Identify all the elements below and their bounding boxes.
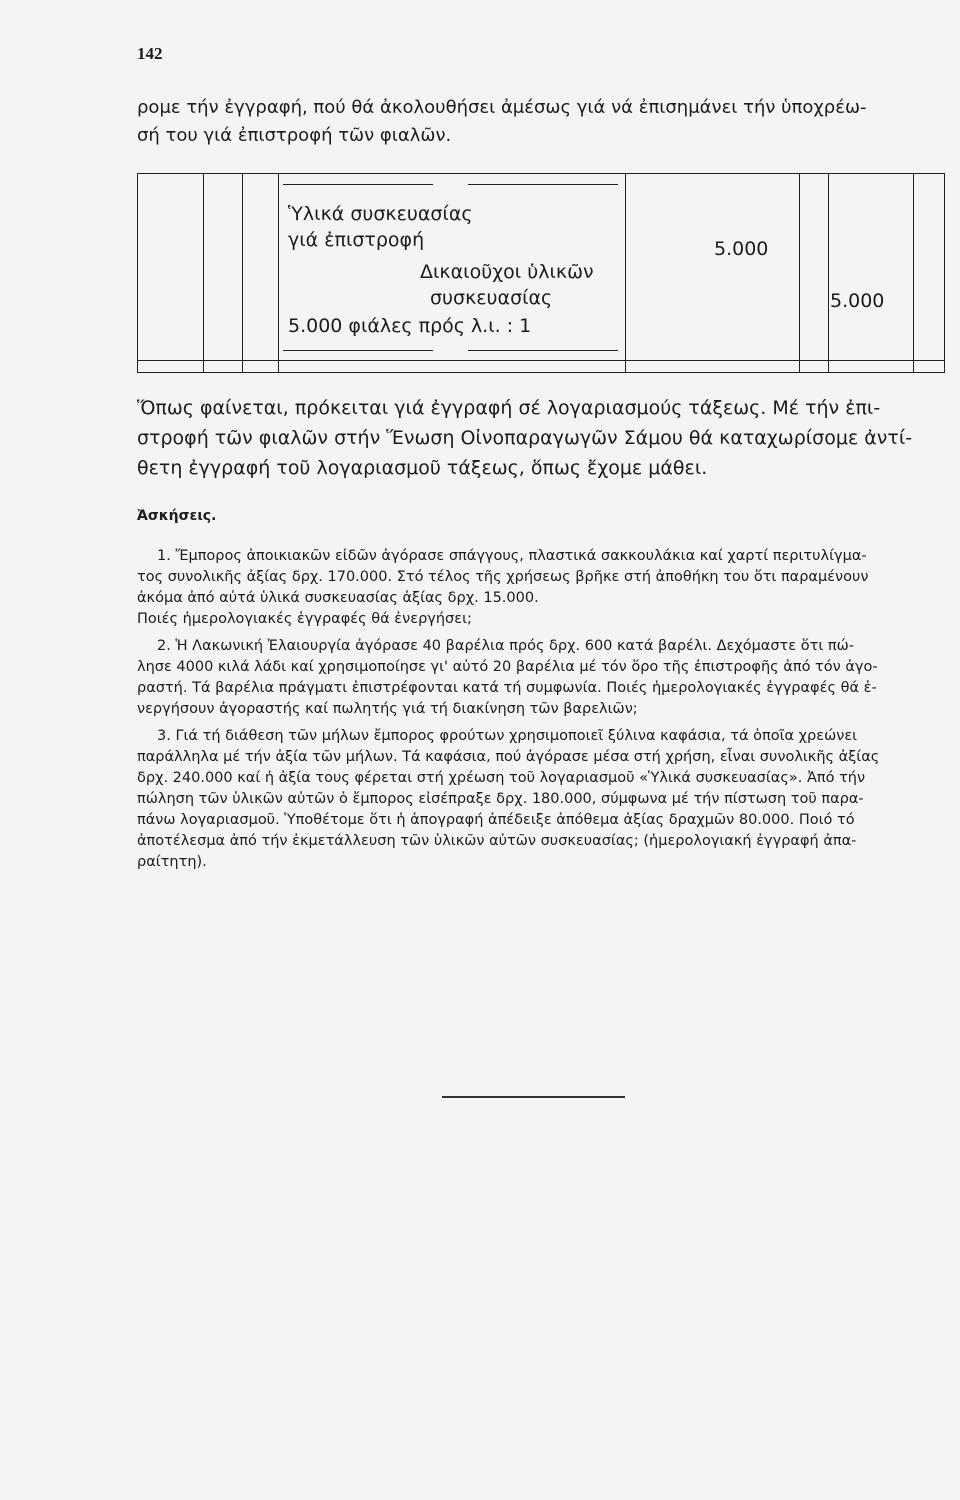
exercise-line: παράλληλα μέ τήν ἀξία τῶν μήλων. Τά καφάσια, πού ἀγόρασε μέσα στή χρήση, εἶναι συνολικῆς ἀξίας — [137, 749, 880, 765]
entry-description: 5.000 φιάλες πρός λ.ι. : 1 — [288, 315, 532, 337]
exercise-item — [137, 726, 943, 873]
intro-line: σή του γιά ἐπιστροφή τῶν φιαλῶν. — [137, 125, 452, 146]
exercise-line: νεργήσουν ἀγοραστής καί πωλητής γιά τή διακίνηση τῶν βαρελιῶν; — [137, 701, 638, 717]
journal-entry-table — [137, 173, 945, 373]
debit-amount: 5.000 — [714, 238, 769, 260]
footer-rule — [442, 1096, 625, 1098]
exercise-line: πάνω λογαριασμοῦ. Ὑποθέτομε ὅτι ἡ ἀπογραφή ἀπέδειξε ἀπόθεμα ἀξίας δραχμῶν 80.000. Ποιό τό — [137, 812, 855, 828]
exercise-line: ἀκόμα ἀπό αὐτά ὑλικά συσκευασίας ἀξίας δρχ. 15.000. — [137, 590, 539, 606]
exercise-line: λησε 4000 κιλά λάδι καί χρησιμοποίησε γι' αὐτό 20 βαρέλια μέ τόν ὅρο τῆς ἐπιστροφῆς ἀπό τόν ἀγο- — [137, 659, 878, 675]
credit-amount: 5.000 — [830, 290, 885, 312]
exercise-line: τος συνολικῆς ἀξίας δρχ. 170.000. Στό τέλος τῆς χρήσεως βρῆκε στή ἀποθήκη του ὅτι παραμένουν — [137, 569, 869, 585]
exercise-line: 3. Γιά τή διάθεση τῶν μήλων ἔμπορος φρούτων χρησιμοποιεῖ ξύλινα καφάσια, τά ὁποῖα χρεώνει — [157, 728, 858, 744]
column-rule — [913, 174, 914, 372]
paragraph-line: θετη ἐγγραφή τοῦ λογαριασμοῦ τάξεως, ὅπως ἔχομε μάθει. — [137, 457, 708, 479]
exercises-heading: Ἀσκήσεις. — [137, 508, 217, 524]
column-rule — [242, 174, 243, 372]
intro-line: ρομε τήν ἐγγραφή, πού θά ἀκολουθήσει ἀμέσως γιά νά ἐπισημάνει τήν ὑποχρέω- — [137, 97, 867, 118]
explanation-paragraph — [137, 393, 945, 483]
debit-account-line: γιά ἐπιστροφή — [288, 229, 425, 251]
exercise-line: 2. Ἡ Λακωνική Ἐλαιουργία ἀγόρασε 40 βαρέλια πρός δρχ. 600 κατά βαρέλι. Δεχόμαστε ὅτι πώ- — [157, 638, 854, 654]
credit-account-line: Δικαιοῦχοι ὑλικῶν — [420, 261, 594, 283]
paragraph-line: Ὅπως φαίνεται, πρόκειται γιά ἐγγραφή σέ λογαριασμούς τάξεως. Μέ τήν ἐπι- — [137, 397, 881, 419]
exercises-list — [137, 546, 943, 879]
column-rule — [278, 174, 279, 372]
column-rule — [828, 174, 829, 372]
entry-rule — [468, 184, 618, 185]
credit-account-line: συσκευασίας — [430, 287, 553, 309]
exercise-line: ραστή. Τά βαρέλια πράγματι ἐπιστρέφονται κατά τή συμφωνία. Ποιές ἡμερολογιακές ἐγγραφές θά ἐ- — [137, 680, 877, 696]
bottom-rule — [138, 360, 944, 361]
exercise-line: ἀποτέλεσμα ἀπό τήν ἐκμετάλλευση τῶν ὑλικῶν αὐτῶν συσκευασίας; (ἡμερολογιακή ἐγγραφή ἀπα- — [137, 833, 857, 849]
exercise-line: Ποιές ἡμερολογιακές ἐγγραφές θά ἐνεργήσει; — [137, 611, 472, 627]
exercise-line: 1. Ἔμπορος ἀποικιακῶν εἰδῶν ἀγόρασε σπάγγους, πλαστικά σακκουλάκια καί χαρτί περιτυλίγμα- — [157, 548, 867, 564]
column-rule — [203, 174, 204, 372]
entry-rule — [468, 350, 618, 351]
entry-rule — [283, 350, 433, 351]
page-number: 142 — [137, 44, 163, 63]
column-rule — [799, 174, 800, 372]
exercise-item — [137, 546, 943, 630]
column-rule — [625, 174, 626, 372]
paragraph-line: στροφή τῶν φιαλῶν στήν Ἕνωση Οἰνοπαραγωγῶν Σάμου θά καταχωρίσομε ἀντί- — [137, 427, 913, 449]
debit-account-line: Ὑλικά συσκευασίας — [288, 203, 473, 225]
intro-text — [137, 94, 937, 150]
exercise-line: δρχ. 240.000 καί ἡ ἀξία τους φέρεται στή χρέωση τοῦ λογαριασμοῦ «Ὑλικά συσκευασίας». Ἀπό τήν — [137, 770, 866, 786]
entry-rule — [283, 184, 433, 185]
exercise-item — [137, 636, 943, 720]
exercise-line: ραίτητη). — [137, 854, 207, 870]
exercise-line: πώληση τῶν ὑλικῶν αὐτῶν ὁ ἔμπορος εἰσέπραξε δρχ. 180.000, σύμφωνα μέ τήν πίστωση τοῦ παρα- — [137, 791, 864, 807]
